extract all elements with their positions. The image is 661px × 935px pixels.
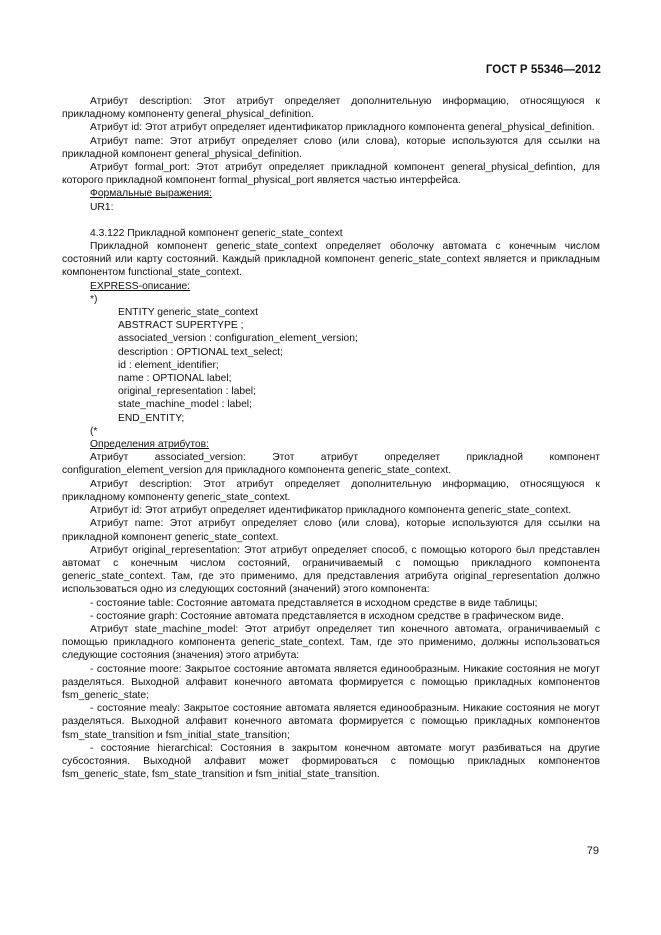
attr-name: Атрибут name: Этот атрибут определяет слово (или слова), которые используются для ссылки на прикладной компонент generic_state_context. (62, 518, 600, 543)
paragraph-description: Атрибут description: Этот атрибут определяет дополнительную информацию, относящуюся к прикладному компоненту general_physical_definition. (62, 96, 600, 121)
state-mealy: - состояние mealy: Закрытое состояние автомата является единообразным. Никакие состояния не могут разделяться. Выходной алфавит конечного автомата формируется с помощью прикладных компонентов fsm_state_transition и fsm_initial_state_transition; (62, 703, 600, 741)
express-code-block (62, 306, 600, 425)
state-graph: - состояние graph: Состояние автомата представляется в исходном средстве в графическом виде. (90, 610, 564, 622)
code-line: name : OPTIONAL label; (118, 373, 232, 385)
section-title: 4.3.122 Прикладной компонент generic_state_context (90, 227, 343, 239)
express-heading: EXPRESS-описание: (90, 280, 191, 292)
code-line: END_ENTITY; (118, 412, 185, 424)
state-table: - состояние table: Состояние автомата представляется в исходном средстве в виде таблицы; (90, 597, 538, 609)
formal-expressions-value: UR1: (90, 201, 114, 213)
express-close: (* (90, 425, 98, 437)
code-line: id : element_identifier; (118, 359, 219, 371)
code-line: associated_version : configuration_element_version; (118, 333, 358, 345)
code-line: ENTITY generic_state_context (118, 307, 259, 319)
attr-id: Атрибут id: Этот атрибут определяет идентификатор прикладного компонента generic_state_context. (90, 505, 572, 517)
attribute-definitions-heading: Определения атрибутов: (90, 439, 209, 451)
attr-associated-version: Атрибут associated_version: Этот атрибут определяет прикладной компонент configuration_element_version для прикладного компонента generic_state_context. (62, 452, 600, 477)
paragraph-id: Атрибут id: Этот атрибут определяет идентификатор прикладного компонента general_physical_definition. (90, 122, 595, 134)
formal-expressions-heading: Формальные выражения: (90, 188, 212, 200)
code-line: state_machine_model : label; (118, 399, 252, 411)
page-number: 79 (586, 845, 599, 857)
paragraph-formal-port: Атрибут formal_port: Этот атрибут определяет прикладной компонент general_physical_defintion, для которого прикладной компонент formal_physical_port является частью интерфейса. (62, 162, 600, 187)
code-line: description : OPTIONAL text_select; (118, 346, 284, 358)
express-open: *) (90, 293, 98, 305)
state-moore: - состояние moore: Закрытое состояние автомата является единообразным. Никакие состояния не могут разделяться. Выходной алфавит конечного автомата формируется с помощью прикладных компонентов fsm_generic_state; (62, 663, 600, 701)
attr-original-representation: Атрибут original_representation: Этот атрибут определяет способ, с помощью которого был представлен автомат с конечным числом состояний, ограничиваемый с помощью прикладного компонента generic_state_context. Там, где это применимо, для представления атрибута original_representation должно использоваться одно из следующих состояний (значений) этого компонента: (62, 544, 600, 596)
state-hierarchical: - состояние hierarchical: Состояния в закрытом конечном автомате могут разбиваться на другие субсостояния. Выходной алфавит может формироваться с помощью прикладных компонентов fsm_generic_state, fsm_state_transition и fsm_initial_state_transition. (62, 742, 600, 781)
page-content (62, 95, 600, 781)
attr-state-machine-model: Атрибут state_machine_model: Этот атрибут определяет тип конечного автомата, ограничиваемый с помощью прикладного компонента generic_state_context. Там, где это применимо, должны использоваться следующие состояния (значения) этого атрибута: (62, 623, 600, 662)
paragraph-name: Атрибут name: Этот атрибут определяет слово (или слова), которые используются для ссылки на прикладной компонент general_physical_definition. (62, 135, 600, 160)
attr-description: Атрибут description: Этот атрибут определяет дополнительную информацию, относящуюся к прикладному компоненту generic_state_context. (62, 478, 600, 503)
section-intro: Прикладной компонент generic_state_context определяет оболочку автомата с конечным числом состояний или карту состояний. Каждый прикладной компонент generic_state_context является и прикладным компонентом functional_state_context. (62, 241, 600, 279)
standard-header: ГОСТ Р 55346—2012 (485, 64, 601, 76)
code-line: ABSTRACT SUPERTYPE ; (118, 320, 244, 332)
code-line: original_representation : label; (118, 386, 256, 398)
